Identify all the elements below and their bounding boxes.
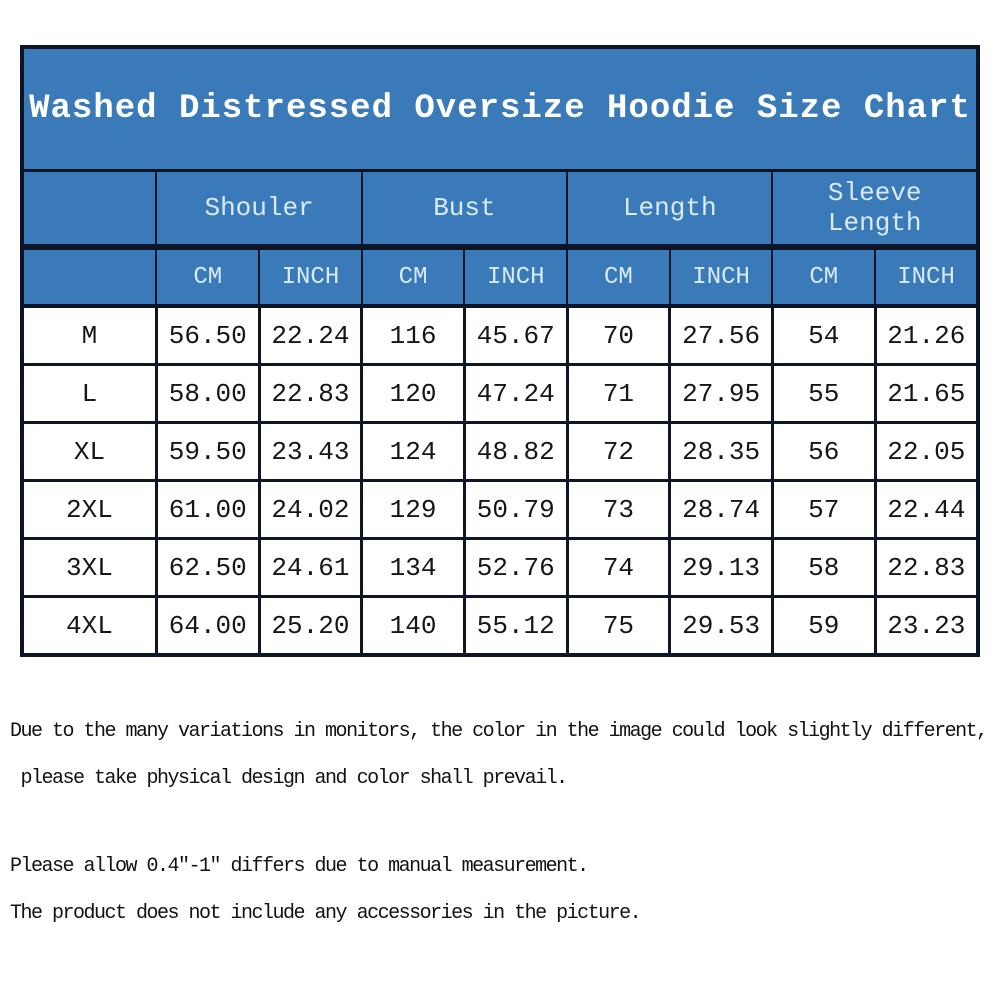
group-header-row <box>22 171 978 248</box>
measurement-cell: 61.00 <box>156 481 259 539</box>
unit-header-cm: CM <box>772 247 875 306</box>
measurement-cell: 55.12 <box>464 597 567 656</box>
unit-header-row <box>22 247 978 306</box>
measurement-cell: 73 <box>567 481 670 539</box>
measurement-cell: 47.24 <box>464 365 567 423</box>
measurement-cell: 55 <box>772 365 875 423</box>
measurement-cell: 134 <box>362 539 465 597</box>
measurement-cell: 52.76 <box>464 539 567 597</box>
unit-header-inch: INCH <box>875 247 978 306</box>
size-label: 3XL <box>22 539 156 597</box>
monitor-note-line2: please take physical design and color shall prevail. <box>10 767 567 790</box>
measurement-cell: 59.50 <box>156 423 259 481</box>
unit-header-cm: CM <box>156 247 259 306</box>
measurement-cell: 58 <box>772 539 875 597</box>
table-row-m <box>22 306 978 365</box>
unit-header-inch: INCH <box>464 247 567 306</box>
measurement-cell: 22.05 <box>875 423 978 481</box>
measurement-cell: 25.20 <box>259 597 362 656</box>
size-label: 2XL <box>22 481 156 539</box>
measurement-cell: 57 <box>772 481 875 539</box>
measurement-cell: 28.74 <box>670 481 773 539</box>
size-label: M <box>22 306 156 365</box>
measurement-cell: 29.53 <box>670 597 773 656</box>
measurement-cell: 24.61 <box>259 539 362 597</box>
measurement-cell: 140 <box>362 597 465 656</box>
manual-measurement-note: Please allow 0.4"-1" differs due to manual measurement. <box>10 855 588 878</box>
measurement-cell: 45.67 <box>464 306 567 365</box>
measurement-cell: 22.24 <box>259 306 362 365</box>
measurement-cell: 23.43 <box>259 423 362 481</box>
measurement-cell: 27.56 <box>670 306 773 365</box>
measurement-cell: 75 <box>567 597 670 656</box>
measurement-cell: 27.95 <box>670 365 773 423</box>
measurement-cell: 64.00 <box>156 597 259 656</box>
unit-header-inch: INCH <box>670 247 773 306</box>
measurement-cell: 70 <box>567 306 670 365</box>
measurement-cell: 124 <box>362 423 465 481</box>
monitor-note-line1: Due to the many variations in monitors, the color in the image could look slightly different, <box>10 720 987 743</box>
table-row-2xl <box>22 481 978 539</box>
measurement-cell: 62.50 <box>156 539 259 597</box>
group-header-shoulder: Shouler <box>156 171 361 248</box>
group-header-length: Length <box>567 171 772 248</box>
measurement-cell: 56 <box>772 423 875 481</box>
table-row-xl <box>22 423 978 481</box>
table-row-l <box>22 365 978 423</box>
accessories-note: The product does not include any accessories in the picture. <box>10 902 641 925</box>
measurement-cell: 74 <box>567 539 670 597</box>
measurement-cell: 22.44 <box>875 481 978 539</box>
corner-cell <box>22 171 156 248</box>
title-row <box>22 47 978 171</box>
measurement-cell: 129 <box>362 481 465 539</box>
measurement-cell: 72 <box>567 423 670 481</box>
measurement-cell: 120 <box>362 365 465 423</box>
group-header-bust: Bust <box>362 171 567 248</box>
measurement-cell: 48.82 <box>464 423 567 481</box>
measurement-cell: 59 <box>772 597 875 656</box>
size-label: L <box>22 365 156 423</box>
measurement-cell: 56.50 <box>156 306 259 365</box>
measurement-cell: 28.35 <box>670 423 773 481</box>
corner-cell <box>22 247 156 306</box>
measurement-cell: 22.83 <box>259 365 362 423</box>
measurement-cell: 58.00 <box>156 365 259 423</box>
monitor-color-note <box>10 708 995 802</box>
measurement-cell: 29.13 <box>670 539 773 597</box>
measurement-cell: 116 <box>362 306 465 365</box>
measurement-cell: 23.23 <box>875 597 978 656</box>
unit-header-cm: CM <box>567 247 670 306</box>
measurement-cell: 24.02 <box>259 481 362 539</box>
measurement-cell: 22.83 <box>875 539 978 597</box>
measurement-cell: 50.79 <box>464 481 567 539</box>
unit-header-inch: INCH <box>259 247 362 306</box>
chart-title: Washed Distressed Oversize Hoodie Size Chart <box>22 47 978 171</box>
group-header-sleeve-length: Sleeve Length <box>772 171 978 248</box>
measurement-notes <box>10 843 995 937</box>
measurement-cell: 71 <box>567 365 670 423</box>
size-chart-table <box>20 45 980 657</box>
size-label: 4XL <box>22 597 156 656</box>
measurement-cell: 21.65 <box>875 365 978 423</box>
measurement-cell: 21.26 <box>875 306 978 365</box>
table-row-3xl <box>22 539 978 597</box>
unit-header-cm: CM <box>362 247 465 306</box>
size-label: XL <box>22 423 156 481</box>
measurement-cell: 54 <box>772 306 875 365</box>
table-row-4xl <box>22 597 978 656</box>
